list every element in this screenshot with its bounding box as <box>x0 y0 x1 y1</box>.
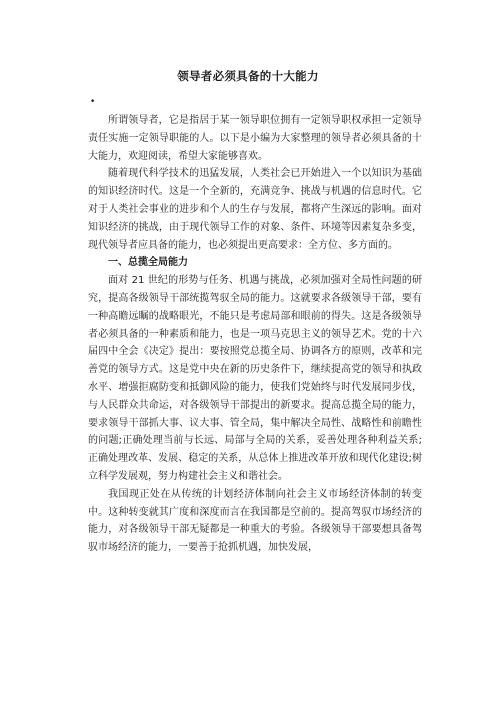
context-paragraph: 随着现代科学技术的迅猛发展，人类社会已开始进入一个以知识为基础的知识经济时代。这是一个全新的，充满竞争、挑战与机遇的信息时代。它对于人类社会事业的进步和个人的生存与发展，都将产生深远的影响。面对知识经济的挑战，由于现代领导工作的对象、条件、环境等因素复杂多变，现代领导者应具备的能力，也必须提出更高要求：全方位、多方面的。 <box>88 168 422 251</box>
document-title: 领导者必须具备的十大能力 <box>177 69 319 83</box>
bullet-marker: • <box>90 97 96 107</box>
section-paragraph: 面对 21 世纪的形势与任务、机遇与挑战，必须加强对全局性问题的研究，提高各级领导干部统揽驾驭全局的能力。这就要求各级领导干部，要有一种高瞻远瞩的战略眼光，不能只是考虑局部和眼前的得失。这是各级领导者必须具备的一种素质和能力，也是一项马克思主义的领导艺术。党的十六届四中全会《决定》提出：要按照党总揽全局、协调各方的原则，改革和完善党的领导方式。这是党中央在新的历史条件下，继续提高党的领导和执政水平、增强拒腐防变和抵御风险的能力，使我们党始终与时代发展同步伐，与人民群众共命运，对各级领导干部提出的新要求。提高总揽全局的能力，要求领导干部抓大事、议大事、管全局，集中解决全局性、战略性和前瞻性的问题;正确处理当前与长远、局部与全局的关系，妥善处理各种利益关系;正确处理改革、发展、稳定的关系，从总体上推进改革开放和现代化建设;树立科学发展观，努力构建社会主义和谐社会。 <box>88 275 422 482</box>
document-body <box>88 112 422 557</box>
intro-paragraph: 所谓领导者，它是指居于某一领导职位拥有一定领导职权承担一定领导责任实施一定领导职能的人。以下是小编为大家整理的领导者必须具备的十大能力，欢迎阅读，希望大家能够喜欢。 <box>88 115 422 162</box>
section-heading: 一、总揽全局能力 <box>108 257 188 269</box>
market-paragraph: 我国现正处在从传统的计划经济体制向社会主义市场经济体制的转变中。这种转变就其广度和深度而言在我国都是空前的。提高驾驭市场经济的能力，对各级领导干部无疑都是一种重大的考验。各级领导干部要想具备驾驭市场经济的能力，一要善于抢抓机遇，加快发展， <box>88 488 422 554</box>
